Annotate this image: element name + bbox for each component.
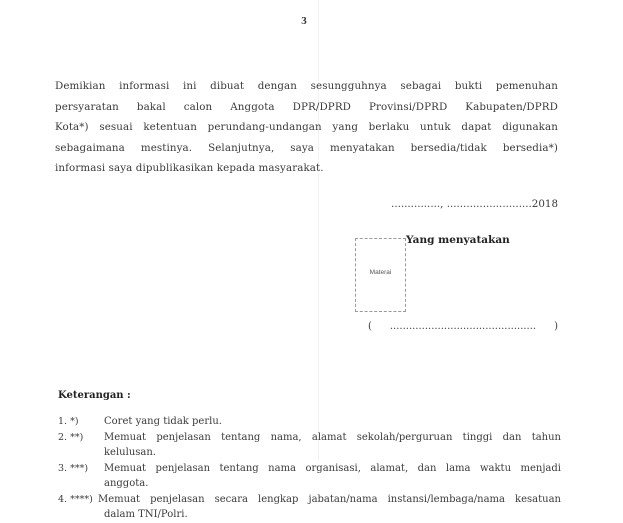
stamp-label: Materai xyxy=(369,268,392,276)
signature-name-field xyxy=(368,321,558,332)
signer-label: Yang menyatakan xyxy=(406,234,510,246)
note-text xyxy=(104,461,561,492)
statement-paragraph xyxy=(55,76,558,179)
note-line: Memuat penjelasan tentang nama, alamat sekolah/perguruan tinggi dan tahun xyxy=(104,431,561,443)
note-text xyxy=(104,414,561,430)
note-line: Memuat penjelasan secara lengkap jabatan/nama instansi/lembaga/nama kesatuan xyxy=(98,493,561,505)
note-marker: 2. **) xyxy=(58,431,84,443)
statement-line: persyaratan bakal calon Anggota DPR/DPRD Provinsi/DPRD Kabupaten/DPRD xyxy=(55,100,558,113)
note-marker: 3. ***) xyxy=(58,462,89,474)
note-line: anggota. xyxy=(104,478,149,489)
statement-line: informasi saya dipublikasikan kepada masyarakat. xyxy=(55,162,324,174)
note-marker: 4. ****) xyxy=(58,493,93,505)
notes-list xyxy=(58,414,561,523)
note-item xyxy=(58,430,561,461)
statement-line: Kota*) sesuai ketentuan perundang-undangan yang berlaku untuk dapat digunakan xyxy=(55,121,558,133)
note-line: Coret yang tidak perlu. xyxy=(104,416,222,427)
name-placeholder-dots: .............................................. xyxy=(389,321,537,332)
paren-open: ( xyxy=(368,321,372,332)
note-item xyxy=(58,492,561,523)
note-item xyxy=(58,414,561,430)
stamp-placeholder-box xyxy=(355,238,406,312)
statement-line: Demikian informasi ini dibuat dengan sesungguhnya sebagai bukti pemenuhan xyxy=(55,80,558,92)
paren-close: ) xyxy=(554,321,558,332)
note-text xyxy=(104,430,561,461)
note-line: Memuat penjelasan tentang nama organisasi, alamat, dan lama waktu menjadi xyxy=(104,462,561,474)
note-text xyxy=(98,492,561,523)
note-line: kelulusan. xyxy=(104,447,156,458)
note-item xyxy=(58,461,561,492)
place-date-field: ..............., ..........................2018 xyxy=(391,198,558,210)
scan-fold-line xyxy=(318,0,319,460)
statement-line: sebagaimana mestinya. Selanjutnya, saya menyatakan bersedia/tidak bersedia*) xyxy=(55,141,558,154)
page-number: 3 xyxy=(301,15,307,27)
note-marker: 1. *) xyxy=(58,416,79,427)
notes-title: Keterangan : xyxy=(58,390,131,401)
note-line: dalam TNI/Polri. xyxy=(104,509,188,520)
